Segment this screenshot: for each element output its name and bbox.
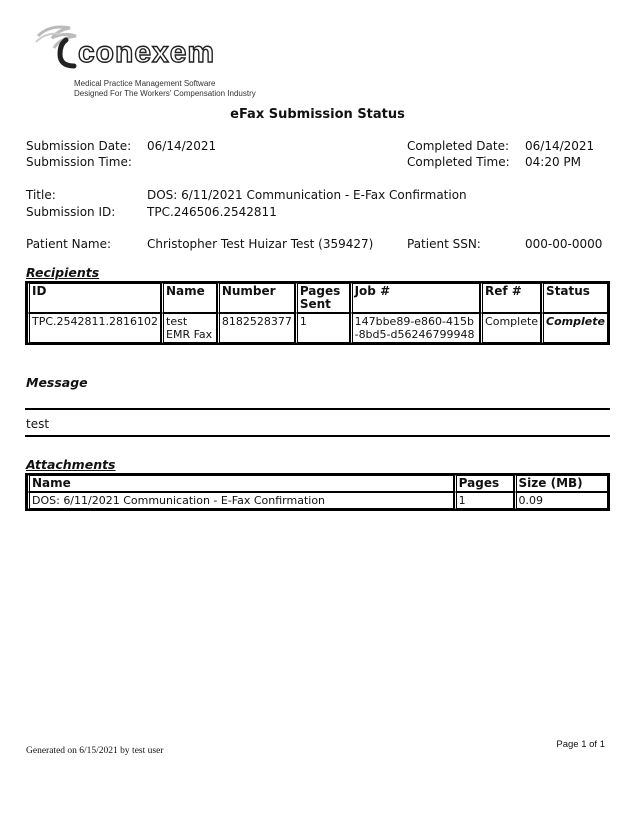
col-attachment-name: Name (27, 475, 454, 492)
title-label: Title: (26, 188, 56, 202)
cell-attachment-pages: 1 (454, 492, 514, 509)
page-number: Page 1 of 1 (556, 739, 605, 750)
patient-ssn-value: 000-00-0000 (525, 237, 603, 251)
patient-ssn-label: Patient SSN: (407, 237, 481, 251)
completed-date-label: Completed Date: (407, 139, 509, 153)
title-value: DOS: 6/11/2021 Communication - E-Fax Confirmation (147, 188, 467, 202)
cell-id: TPC.2542811.2816102 (27, 313, 161, 343)
recipients-header-row (27, 283, 608, 313)
completed-time-label: Completed Time: (407, 155, 510, 169)
cell-pages: 1 (295, 313, 350, 343)
message-text: test (26, 417, 50, 431)
logo-tagline: Medical Practice Management Software Designed For The Workers' Compensation Industry (74, 79, 256, 98)
recipients-heading: Recipients (26, 265, 100, 280)
recipients-table (25, 281, 610, 345)
attachments-heading: Attachments (26, 457, 116, 472)
col-attachment-pages: Pages (454, 475, 514, 492)
attachments-header-row (27, 475, 608, 492)
patient-name-label: Patient Name: (26, 237, 112, 251)
col-status: Status (541, 283, 608, 313)
col-pages-sent: Pages Sent (295, 283, 350, 313)
col-attachment-size: Size (MB) (514, 475, 608, 492)
submission-id-label: Submission ID: (26, 205, 116, 219)
message-heading: Message (26, 375, 88, 390)
col-ref: Ref # (480, 283, 541, 313)
page-title: eFax Submission Status (230, 107, 405, 122)
cell-name: test EMR Fax (161, 313, 217, 343)
submission-date-label: Submission Date: (26, 139, 132, 153)
submission-time-label: Submission Time: (26, 155, 132, 169)
patient-name-value: Christopher Test Huizar Test (359427) (147, 237, 374, 251)
col-job: Job # (350, 283, 480, 313)
cell-job: 147bbe89-e860-415b-8bd5-d56246799948 (350, 313, 480, 343)
col-name: Name (161, 283, 217, 313)
submission-id-value: TPC.246506.2542811 (147, 205, 277, 219)
attachments-table (25, 473, 610, 511)
message-top-divider (25, 408, 610, 410)
col-id: ID (27, 283, 161, 313)
completed-date-value: 06/14/2021 (525, 139, 595, 153)
cell-status: Complete (541, 313, 608, 343)
message-bottom-divider (25, 435, 610, 437)
completed-time-value: 04:20 PM (525, 155, 581, 169)
submission-date-value: 06/14/2021 (147, 139, 217, 153)
generated-note: Generated on 6/15/2021 by test user (26, 746, 164, 756)
cell-ref: Complete (480, 313, 541, 343)
cell-attachment-size: 0.09 (514, 492, 608, 509)
col-number: Number (217, 283, 295, 313)
table-row (27, 313, 608, 343)
logo (30, 22, 260, 72)
logo-wordmark: conexem (78, 36, 216, 69)
cell-attachment-name: DOS: 6/11/2021 Communication - E-Fax Confirmation (27, 492, 454, 509)
cell-number: 8182528377 (217, 313, 295, 343)
table-row (27, 492, 608, 509)
